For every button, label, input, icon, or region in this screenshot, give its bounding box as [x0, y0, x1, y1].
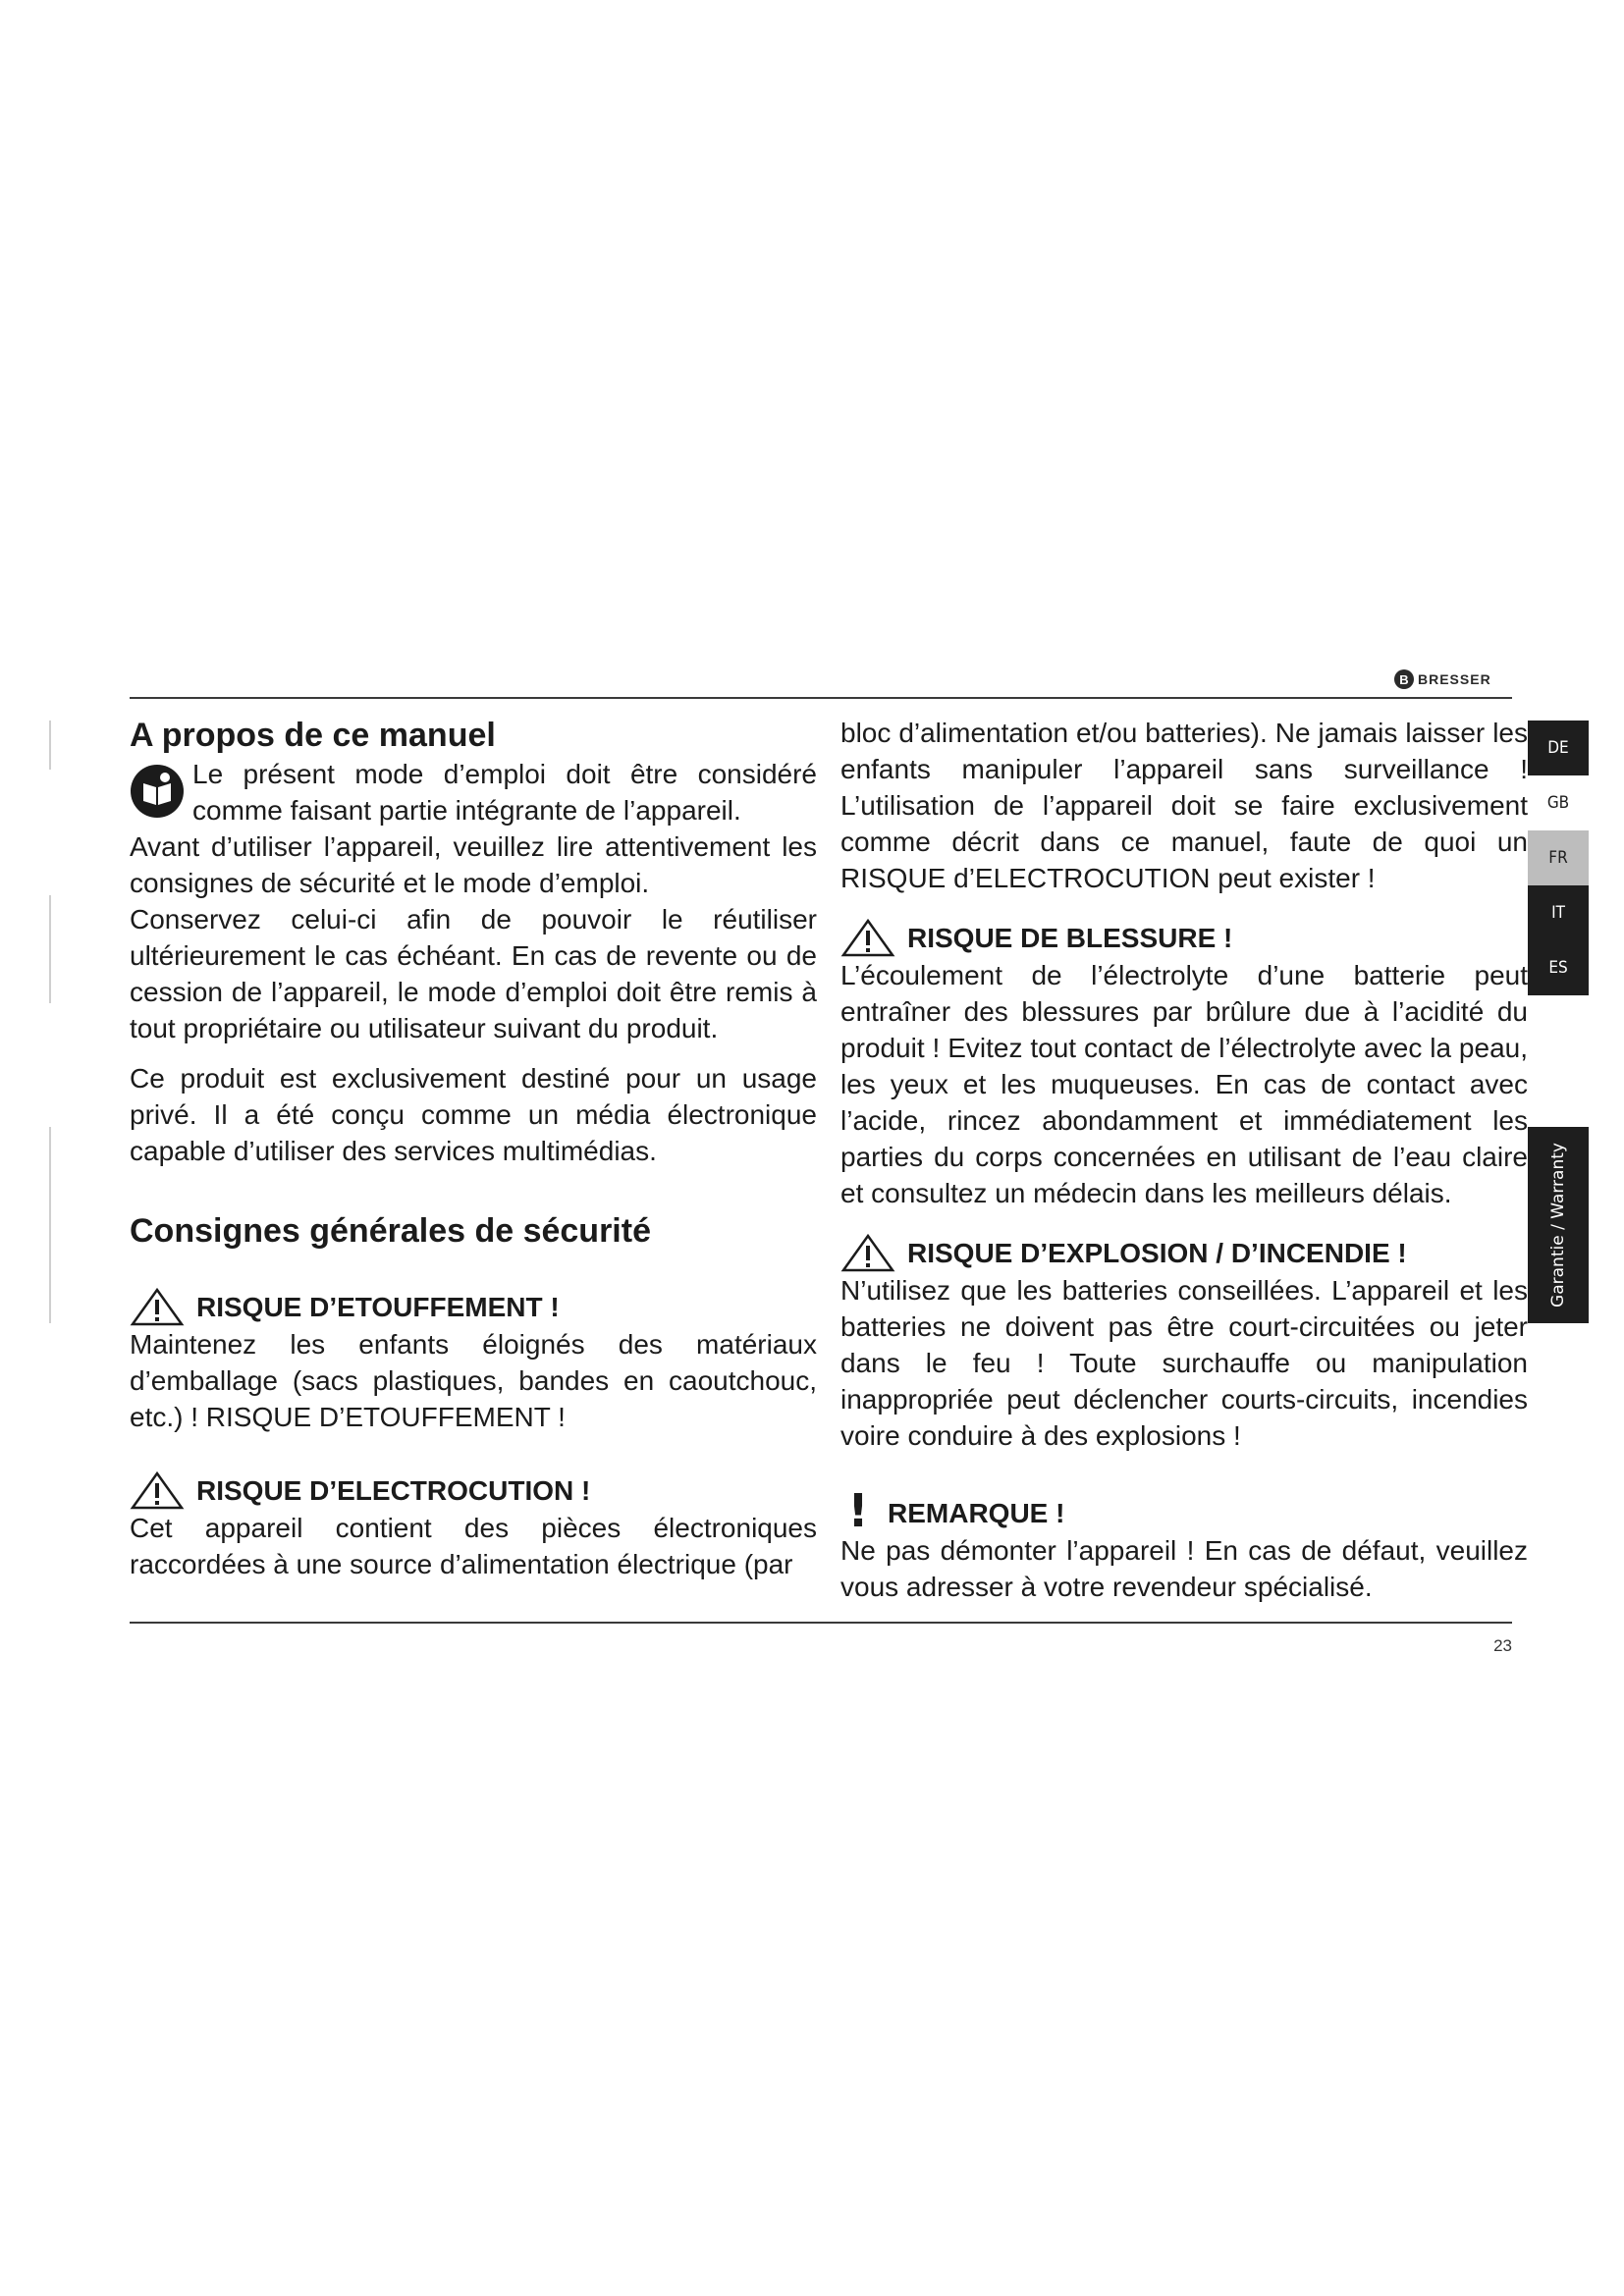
choking-warning-text: Maintenez les enfants éloignés des matériaux d’emballage (sacs plastiques, bandes en caoutchouc, etc.) ! RISQUE D’ETOUFFEMENT ! [130, 1329, 817, 1432]
top-divider [130, 697, 1512, 699]
electrocution-warning-heading [130, 1470, 817, 1510]
injury-heading-text: RISQUE DE BLESSURE ! [907, 923, 1233, 953]
warranty-tab[interactable] [1528, 1127, 1589, 1323]
read-instructions-paragraph: Avant d’utiliser l’appareil, veuillez lire attentivement les consignes de sécurité et le mode d’emploi. [130, 831, 817, 898]
manual-title: A propos de ce manuel [130, 717, 496, 754]
warning-triangle-icon [840, 1233, 895, 1272]
keep-manual-paragraph: Conservez celui-ci afin de pouvoir le réutiliser ultérieurement le cas échéant. En cas de revente ou de cession de l’appareil, le mode d’emploi doit être remis à tout propriétaire ou utilisateur suivant du produit. [130, 904, 817, 1043]
margin-mark [49, 721, 51, 770]
bottom-divider [130, 1622, 1512, 1624]
electrocution-heading-text: RISQUE D’ELECTROCUTION ! [196, 1475, 591, 1506]
explosion-warning-heading [840, 1233, 1528, 1272]
warranty-tab-label: Garantie / Warranty [1548, 1143, 1568, 1308]
page-number: 23 [1493, 1636, 1512, 1655]
read-manual-icon [130, 764, 185, 819]
intended-use-paragraph: Ce produit est exclusivement destiné pour un usage privé. Il a été conçu comme un média électronique capable d’utiliser des services multimédias. [130, 1063, 817, 1166]
margin-mark [49, 1127, 51, 1323]
tab-it[interactable]: IT [1528, 885, 1589, 940]
injury-warning-heading [840, 918, 1528, 957]
warning-triangle-icon [130, 1287, 185, 1326]
exclamation-icon: ! [847, 1484, 869, 1537]
intro-block [130, 756, 817, 828]
left-column [130, 715, 817, 1582]
intro-paragraph: Le présent mode d’emploi doit être considéré comme faisant partie intégrante de l’appareil. [192, 759, 817, 826]
electrocution-warning-continued: bloc d’alimentation et/ou batteries). Ne jamais laisser les enfants manipuler l’appareil sans surveillance ! L’utilisation de l’appareil doit se faire exclusivement comme décrit dans ce manuel, faute de quoi un RISQUE d’ELECTROCUTION peut exister ! [840, 718, 1528, 893]
brand-logo-text: BRESSER [1418, 671, 1491, 687]
injury-warning-text: L’écoulement de l’électrolyte d’une batterie peut entraîner des blessures par brûlure due à l’acidité du produit ! Evitez tout contact de l’électrolyte avec la peau, les yeux et les muqueuses. En cas de contact avec l’acide, rincez abondamment et immédiatement les parties du corps concernées en utilisant de l’eau claire et consultez un médecin dans les meilleurs délais. [840, 960, 1528, 1208]
electrocution-warning-text: Cet appareil contient des pièces électroniques raccordées à une source d’alimentation électrique (par [130, 1513, 817, 1579]
tab-de[interactable]: DE [1528, 721, 1589, 775]
warning-triangle-icon [130, 1470, 185, 1510]
tab-gb[interactable]: GB [1528, 775, 1589, 830]
margin-mark [49, 895, 51, 1003]
language-tabs [1528, 721, 1589, 1003]
explosion-heading-text: RISQUE D’EXPLOSION / D’INCENDIE ! [907, 1238, 1407, 1268]
note-heading [840, 1484, 1528, 1537]
note-heading-text: REMARQUE ! [888, 1498, 1065, 1528]
tab-es[interactable]: ES [1528, 940, 1589, 995]
safety-title: Consignes générales de sécurité [130, 1212, 651, 1250]
choking-heading-text: RISQUE D’ETOUFFEMENT ! [196, 1292, 560, 1322]
bresser-logo-icon: B [1394, 669, 1414, 689]
warning-triangle-icon [840, 918, 895, 957]
note-text: Ne pas démonter l’appareil ! En cas de défaut, veuillez vous adresser à votre revendeur spécialisé. [840, 1535, 1528, 1602]
tab-fr[interactable]: FR [1528, 830, 1589, 885]
explosion-warning-text: N’utilisez que les batteries conseillées. L’appareil et les batteries ne doivent pas être court-circuitées ou jeter dans le feu ! Toute surchauffe ou manipulation inappropriée peut déclencher courts-circuits, incendies voire conduire à des explosions ! [840, 1275, 1528, 1451]
choking-warning-heading [130, 1287, 817, 1326]
brand-logo [1394, 667, 1510, 691]
right-column [840, 715, 1528, 1605]
